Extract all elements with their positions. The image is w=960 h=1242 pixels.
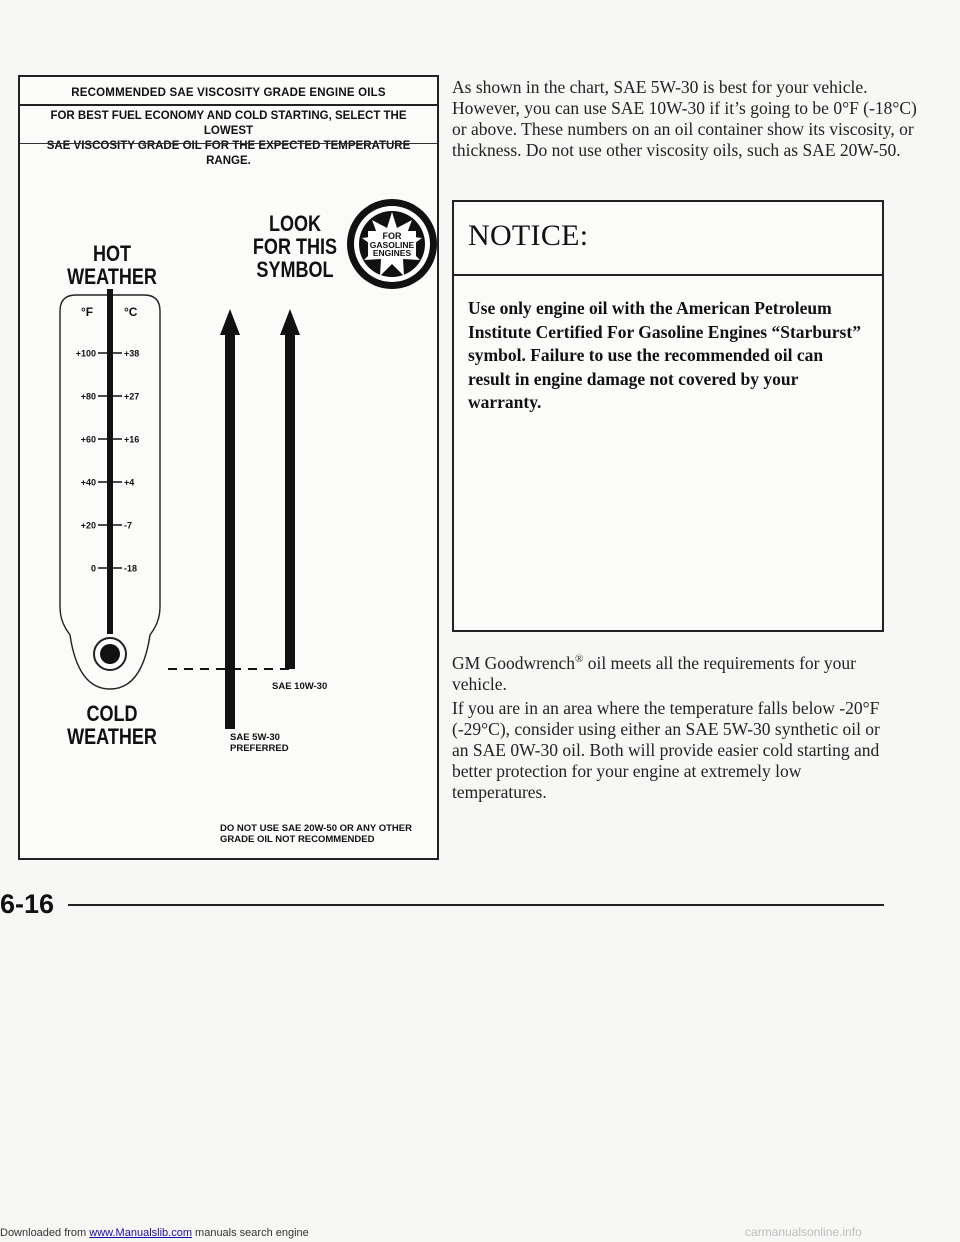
manualslib-link[interactable]: www.Manualslib.com [89, 1227, 192, 1239]
grade-arrow-head [280, 309, 300, 335]
notice-body: Use only engine oil with the American Petroleum Institute Certified For Gasoline Engines “Starburst” symbol. Failure to use the recommended oil can result in engine damage not covered by your warranty. [468, 298, 861, 412]
celsius-tick-label: +16 [124, 434, 140, 445]
chart-divider [20, 143, 437, 144]
page-rule [68, 904, 884, 906]
download-footer [0, 1227, 309, 1239]
hot-label-line: WEATHER [67, 264, 157, 289]
cold-label-line: COLD [86, 701, 138, 726]
warning-line: GRADE OIL NOT RECOMMENDED [220, 834, 375, 845]
celsius-tick-label: -7 [124, 520, 133, 531]
grade-10w30-label: SAE 10W-30 [272, 681, 328, 692]
celsius-tick-label: +27 [124, 391, 140, 402]
fahrenheit-unit: °F [81, 305, 94, 319]
chart-divider [20, 104, 437, 106]
grade-arrow-head [220, 309, 240, 335]
seal-text: GASOLINE [369, 240, 415, 250]
fahrenheit-tick-label: +100 [75, 348, 96, 359]
grade-arrow-shaft [285, 333, 295, 669]
warning-note [220, 823, 430, 845]
celsius-unit: °C [124, 305, 138, 319]
look-label-line: FOR THIS [252, 234, 338, 259]
fahrenheit-tick-label: +40 [80, 477, 96, 488]
watermark: carmanualsonline.info [745, 1225, 862, 1239]
goodwrench-text-rest: oil meets all the requirements for your vehicle. [452, 652, 856, 694]
look-label-line: SYMBOL [256, 257, 334, 282]
fahrenheit-tick-label: +80 [80, 391, 96, 402]
grade-range-arrows [195, 309, 395, 689]
celsius-tick-label: -18 [124, 563, 138, 574]
oil-viscosity-chart [18, 75, 439, 860]
goodwrench-text: GM Goodwrench [452, 652, 575, 673]
cold-label-line: WEATHER [67, 724, 157, 749]
preferred-label: PREFERRED [230, 743, 289, 754]
api-starburst-icon [346, 198, 438, 290]
footer-suffix: manuals search engine [191, 1227, 309, 1239]
warning-line: DO NOT USE SAE 20W-50 OR ANY OTHER [220, 823, 412, 834]
celsius-tick-label: +4 [124, 477, 135, 488]
grade-5w30-label: SAE 5W-30 [230, 732, 280, 743]
viscosity-paragraph: As shown in the chart, SAE 5W-30 is best for your vehicle. However, you can use SAE 10W-30 if it’s going to be 0°F (-18°C) or above. These numbers on an oil container show its viscosity, or thickness. Do not use other viscosity oils, such as SAE 20W-50. [452, 77, 917, 160]
look-label-line: LOOK [268, 211, 322, 236]
page-number: 6-16 [0, 889, 55, 919]
goodwrench-paragraph [452, 649, 892, 695]
fahrenheit-tick-label: +20 [80, 520, 96, 531]
notice-heading: NOTICE: [468, 219, 589, 252]
fahrenheit-tick-label: +60 [80, 434, 96, 445]
cold-weather-label [55, 702, 170, 748]
chart-title: RECOMMENDED SAE VISCOSITY GRADE ENGINE OILS [71, 87, 386, 99]
seal-text: FOR [382, 231, 402, 241]
celsius-tick-label: +38 [124, 348, 140, 359]
hot-weather-label [55, 242, 170, 288]
look-for-symbol-label [242, 212, 349, 281]
chart-subtitle-line: FOR BEST FUEL ECONOMY AND COLD STARTING, SELECT THE LOWEST [50, 110, 407, 137]
chart-subtitle [30, 109, 427, 169]
notice-box [452, 200, 884, 632]
hot-label-line: HOT [92, 241, 132, 266]
chart-subtitle-line: SAE VISCOSITY GRADE OIL FOR THE EXPECTED TEMPERATURE RANGE. [46, 140, 411, 167]
fahrenheit-tick-label: 0 [90, 563, 96, 574]
seal-text: ENGINES [372, 248, 412, 258]
notice-divider [454, 274, 882, 276]
footer-prefix: Downloaded from [0, 1227, 90, 1239]
registered-mark: ® [574, 653, 584, 665]
cold-climate-paragraph: If you are in an area where the temperature falls below -20°F (-29°C), consider using either an SAE 5W-30 synthetic oil or an SAE 0W-30 oil. Both will provide easier cold starting and better protection for your engine at extremely low temperatures. [452, 698, 880, 802]
